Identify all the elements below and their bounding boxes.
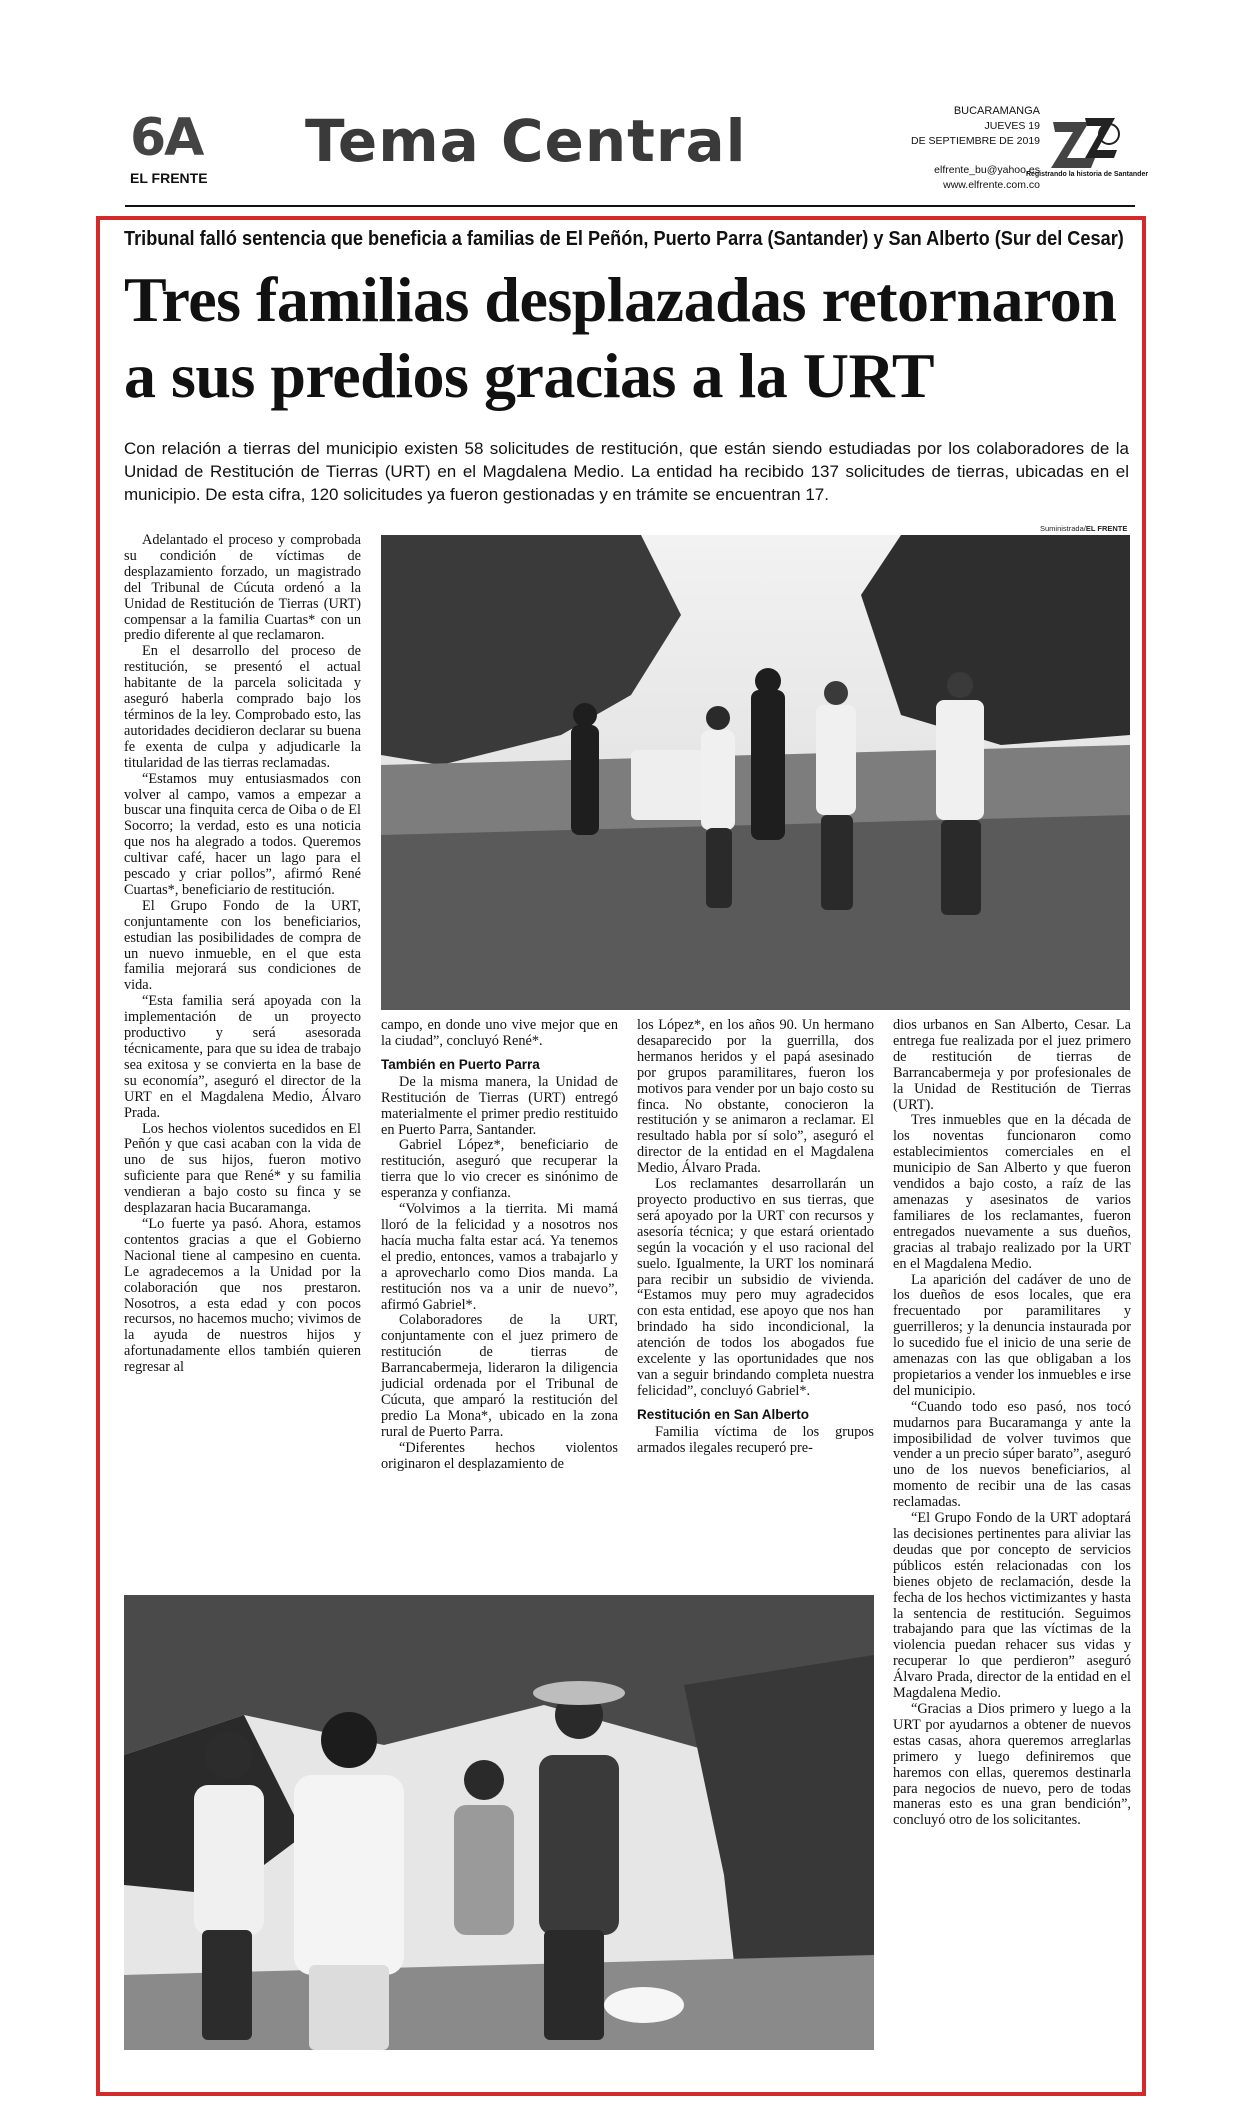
col3-paragraph: Los reclamantes desarrollarán un proyecto productivo en sus tierras, que será apoyado por la URT con recursos y asesoría técnica; y que estará orientado según la vocación y el uso racional del suelo. Igualmente, la URT los nominará para recibir un subsidio de vivienda. “Estamos muy pero muy agradecidos con esta entidad, ese apoyo que nos han brindado ha sido incondicional, la atención de todos los abogados fue excelente y las oportunidades que nos van a seguir brindando completa nuestra felicidad”, concluyó Gabriel*. <box>637 1176 874 1399</box>
col2-paragraph: Gabriel López*, beneficiario de restitución, aseguró que recuperar la tierra que lo vio crecer es sinónimo de esperanza y confianza. <box>381 1137 618 1202</box>
section-title: Tema Central <box>305 107 747 175</box>
col4-paragraph: “Gracias a Dios primero y luego a la URT por ayudarnos a obtener de nuevos estas casas, ahora queremos arreglarlas primero y luego definiremos que haremos con ellas, queremos destinarla para negocios de nuevo, pero de todas maneras esto es una gran bendición”, concluyó otro de los solicitantes. <box>893 1700 1131 1829</box>
col1-paragraph: “Lo fuerte ya pasó. Ahora, estamos contentos gracias a que el Gobierno Nacional tiene al campesino en cuenta. Le agradecemos a la Unidad por la colaboración que nos prestaron. Nosotros, a esta edad y con pocos recursos, no hacemos mucho; vivimos de la ayuda de nuestros hijos y afortunadamente ellos también quieren regresar al <box>124 1215 361 1376</box>
col4-paragraph: La aparición del cadáver de uno de los dueños de esos locales, que era frecuentado por paramilitares y guerrilleros; y la denuncia instaurada por lo sucedido fue el inicio de una serie de amenazas con las que obligaban a los propietarios a vender los inmuebles e irse del municipio. <box>893 1271 1131 1399</box>
col4-paragraph: Tres inmuebles que en la década de los noventas funcionaron como establecimientos comerciales en el municipio de San Alberto y que fueron vendidos a bajo costo, a raíz de las amenazas y asesinatos de varios familiares de los reclamantes, fueron entregados nuevamente a sus dueños, gracias al trabajo realizado por la URT en el Magdalena Medio. <box>893 1112 1131 1272</box>
dateline-date: DE SEPTIEMBRE DE 2019 <box>911 135 1040 147</box>
col1-paragraph: “Esta familia será apoyada con la implementación de un proyecto productivo y será asesorada técnicamente, para que su idea de trabajo sea exitosa y se convierta en la base de su economía”, aseguró el director de la URT en el Magdalena Medio, Álvaro Prada. <box>124 993 361 1121</box>
col2-paragraph: De la misma manera, la Unidad de Restitución de Tierras (URT) entregó materialmente el primer predio restituido en Puerto Parra, Santander. <box>381 1073 618 1138</box>
column-1 <box>124 533 361 1591</box>
kicker: Tribunal falló sentencia que beneficia a familias de El Peñón, Puerto Parra (Santander) y San Alberto (Sur del Cesar) <box>124 228 1124 250</box>
headline-line-2: a sus predios gracias a la URT <box>124 340 935 411</box>
website-link[interactable]: www.elfrente.com.co <box>943 179 1040 191</box>
col1-paragraph: “Estamos muy entusiasmados con volver al campo, vamos a empezar a buscar una finquita cerca de Oiba o de El Socorro; la verdad, esto es una noticia que nos ha alegrado a todos. Queremos cultivar café, hacer un lago para el pescado y criar pollos”, afirmó René Cuartas*, beneficiario de restitución. <box>124 770 361 898</box>
col1-paragraph: El Grupo Fondo de la URT, conjuntamente con los beneficiarios, estudian las posibilidades de compra de un nuevo inmueble, en el que esta familia mejorará sus condiciones de vida. <box>124 897 361 994</box>
col1-paragraph: Adelantado el proceso y comprobada su condición de víctimas de desplazamiento forzado, un magistrado del Tribunal de Cúcuta ordenó a la Unidad de Restitución de Tierras (URT) compensar a la familia Cuartas* con un predio diferente al que reclamaron. <box>124 532 361 644</box>
anniversary-logo <box>1025 110 1149 190</box>
photo-beneficiaries <box>124 1595 874 2050</box>
photo-field-visit <box>381 535 1130 1010</box>
headline-line-1: Tres familias desplazadas retornaron <box>124 264 1117 335</box>
masthead-rule <box>125 205 1135 207</box>
paper-name: EL FRENTE <box>130 170 208 186</box>
col2-paragraph: campo, en donde uno vive mejor que en la ciudad”, concluyó René*. <box>381 1017 618 1049</box>
contact-email[interactable]: elfrente_bu@yahoo.es <box>934 164 1040 176</box>
logo-text: Registrando la historia de Santander <box>1025 171 1149 178</box>
subhead-san-alberto: Restitución en San Alberto <box>637 1406 810 1422</box>
dateline-weekday: JUEVES 19 <box>984 120 1040 132</box>
col3-paragraph: los López*, en los años 90. Un hermano desaparecido por la guerrilla, dos hermanos heridos y el papá asesinado por grupos paramilitares, fueron los motivos para vender por un bajo costo su finca. No obstante, conocieron la restitución y se animaron a reclamar. El resultado habla por sí solo”, aseguró el director de la entidad en el Magdalena Medio, Álvaro Prada. <box>637 1017 874 1177</box>
col4-paragraph: “Cuando todo eso pasó, nos tocó mudarnos para Bucaramanga y ante la imposibilidad de volver tuvimos que vender a un precio súper barato”, aseguró uno de los nuevos beneficiarios, al momento de recibir una de las casas reclamadas. <box>893 1398 1131 1511</box>
column-4 <box>893 1018 1131 2048</box>
col2-paragraph: Colaboradores de la URT, conjuntamente con el juez primero de restitución de tierras de Barrancabermeja, lideraron la diligencia judicial ordenada por el Tribunal de Cúcuta, que amparó la restitución del predio La Mona*, ubicado en la zona rural de Puerto Parra. <box>381 1312 618 1440</box>
col4-paragraph: “El Grupo Fondo de la URT adoptará las decisiones pertinentes para aliviar las deudas que por concepto de servicios públicos estén relacionadas con los bienes objeto de reclamación, desde la fecha de los hechos victimizantes y hasta la sentencia de restitución. Seguimos trabajando para que las víctimas de la violencia puedan rehacer sus vidas y recuperar lo que perdieron” aseguró Álvaro Prada, director de la entidad en el Magdalena Medio. <box>893 1510 1131 1702</box>
dateline <box>911 104 1040 193</box>
col3-paragraph: Familia víctima de los grupos armados ilegales recuperó pre- <box>637 1423 874 1456</box>
page-number: 6A <box>130 108 203 168</box>
column-2 <box>381 1018 618 1584</box>
dateline-city: BUCARAMANGA <box>953 105 1040 117</box>
col1-paragraph: En el desarrollo del proceso de restitución, se presentó el actual habitante de la parcela solicitada y aseguró haberla comprado bajo los términos de la ley. Comprobado esto, las autoridades decidieron declarar su buena fe exenta de culpa y adjudicarle la titularidad de las tierras reclamadas. <box>124 643 361 771</box>
col2-paragraph: “Volvimos a la tierrita. Mi mamá lloró de la felicidad y a nosotros nos hacía mucha falta estar acá. Ya tenemos el predio, entonces, vamos a trabajarlo y a aprovecharlo como Dios manda. La restitución nos va a unir de nuevo”, afirmó Gabriel*. <box>381 1201 618 1313</box>
headline <box>124 262 1134 414</box>
col4-paragraph: dios urbanos en San Alberto, Cesar. La entrega fue realizada por el juez primero de restitución de tierras de Barrancabermeja y por profesionales de la Unidad de Restitución de Tierras (URT). <box>893 1017 1131 1113</box>
col1-paragraph: Los hechos violentos sucedidos en El Peñón y que casi acaban con la vida de uno de sus hijos, fueron motivo suficiente para que René* y su familia vendieran a bajo costo su finca y se desplazaran hacia Bucaramanga. <box>124 1120 361 1217</box>
lead-paragraph: Con relación a tierras del municipio existen 58 solicitudes de restitución, que están siendo estudiadas por los colaboradores de la Unidad de Restitución de Tierras (URT) en el Magdalena Medio. La entidad ha recibido 137 solicitudes de tierras, ubicadas en el municipio. De esta cifra, 120 solicitudes ya fueron gestionadas y en trámite se encuentran 17. <box>124 439 1129 504</box>
column-3 <box>637 1018 874 1584</box>
subhead-puerto-parra: También en Puerto Parra <box>381 1056 540 1072</box>
col2-paragraph: “Diferentes hechos violentos originaron el desplazamiento de <box>381 1439 618 1472</box>
masthead <box>125 105 1149 210</box>
photo-credit: Suministrada/EL FRENTE <box>1040 524 1128 533</box>
